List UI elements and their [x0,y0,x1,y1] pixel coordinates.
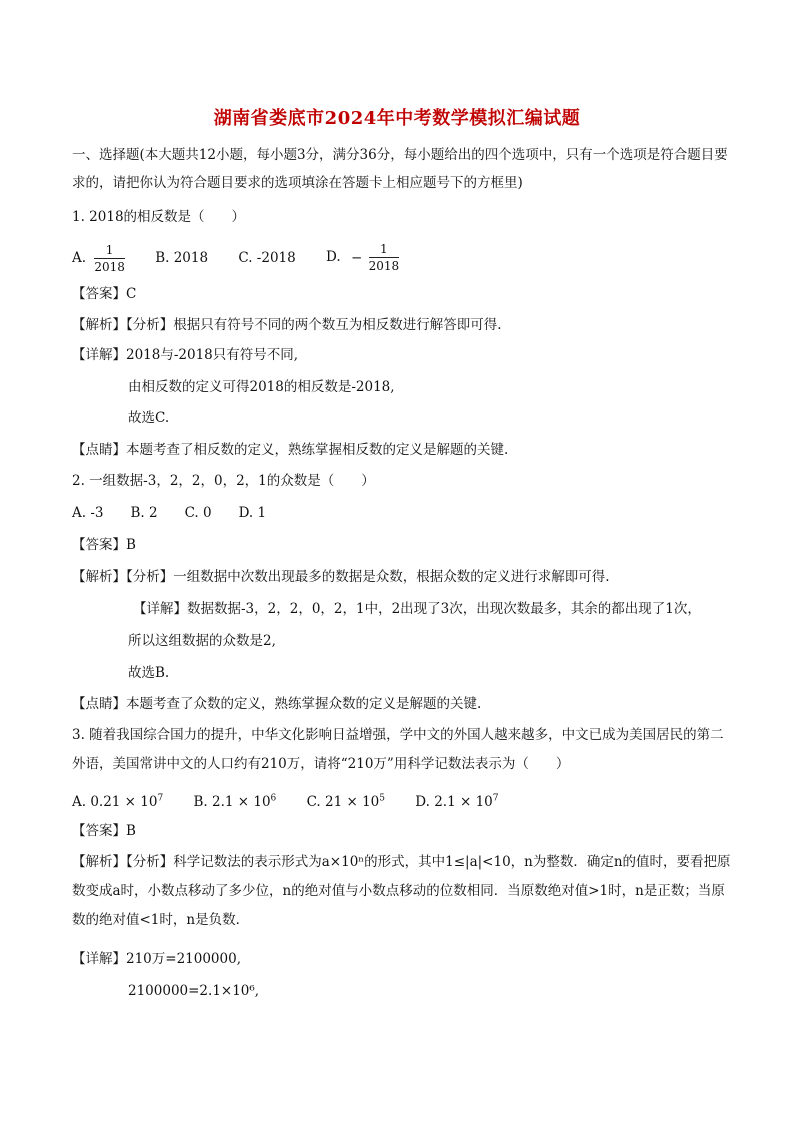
option-b: B. 2018 [155,249,209,266]
question-1-options [72,240,732,275]
question-1-detail: 【详解】2018与-2018只有符号不同, [72,347,299,363]
option-b-exponent: 6 [270,793,277,803]
question-1-comment: 【点睛】本题考查了相反数的定义，熟练掌握相反数的定义是解题的关键. [72,442,509,458]
fraction-a [94,243,125,274]
option-b-text: B. 2.1 × 10 [193,793,271,810]
question-3-detail: 【详解】210万=2100000, [72,951,241,967]
option-b [194,787,277,817]
question-3-analysis: 【解析】【分析】科学记数法的表示形式为a×10ⁿ的形式，其中1≤|a|<10，n为整数．确定n的值时，要看把原数变成a时，小数点移动了多少位，n的绝对值与小数点移动的位数相同．当原数绝对值>1时，n是正数；当原数的绝对值<1时，n是负数． [72,854,731,928]
option-d [326,240,399,275]
option-c-text: C. 21 × 10 [306,793,380,810]
option-d-text: D. 2.1 × 10 [415,793,493,810]
section-intro: 一、选择题(本大题共12小题，每小题3分，满分36分，每小题给出的四个选项中，只有一个选项是符合题目要求的，请把你认为符合题目要求的选项填涂在答题卡上相应题号下的方框里) [72,147,728,191]
question-2-detail: 【详解】数据数据-3，2，2，0，2，1中，2出现了3次，出现次数最多，其余的都出现了1次， [133,601,701,617]
question-1-detail-3: 故选C. [128,410,170,426]
question-2-detail-3: 故选B. [128,665,170,681]
option-d [415,787,498,817]
question-1-analysis: 【解析】【分析】根据只有符号不同的两个数互为相反数进行解答即可得. [72,317,502,333]
question-1-detail-2: 由相反数的定义可得2018的相反数是-2018, [128,379,395,395]
option-d-label: D. [326,249,341,266]
option-c: C. -2018 [238,249,296,266]
option-a-label: A. [72,249,87,266]
option-a [72,241,125,275]
minus-sign: − [350,249,363,266]
fraction-d-numerator: 1 [369,242,400,258]
question-3-detail-2: 2100000=2.1×10⁶, [128,983,260,999]
question-3-options [72,786,732,817]
option-d-exponent: 7 [492,793,499,803]
question-2-options: A. -3 B. 2 C. 0 D. 1 [72,505,267,521]
question-2-analysis: 【解析】【分析】一组数据中次数出现最多的数据是众数，根据众数的定义进行求解即可得. [72,569,610,585]
question-1-stem: 1. 2018的相反数是（ ） [72,209,246,225]
fraction-d [369,242,400,273]
fraction-a-numerator: 1 [94,243,125,259]
question-2-detail-2: 所以这组数据的众数是2, [128,633,276,649]
question-1-answer: 【答案】C [72,286,137,302]
option-a [72,787,163,817]
question-2-answer: 【答案】B [72,537,136,553]
fraction-d-denominator: 2018 [368,259,400,274]
fraction-a-denominator: 2018 [94,259,125,274]
option-a-exponent: 7 [157,793,164,803]
page-title: 湖南省娄底市2024年中考数学模拟汇编试题 [213,108,581,129]
question-3-answer: 【答案】B [72,823,136,839]
option-a-text: A. 0.21 × 10 [72,793,158,810]
question-3-stem: 3. 随着我国综合国力的提升，中华文化影响日益增强，学中文的外国人越来越多，中文已成为美国居民的第二外语，美国常讲中文的人口约有210万，请将“210万”用科学记数法表示为（ ） [72,727,724,772]
option-c [307,787,385,817]
option-c-exponent: 5 [379,793,385,803]
question-2-comment: 【点睛】本题考查了众数的定义，熟练掌握众数的定义是解题的关键. [72,696,482,712]
question-2-stem: 2. 一组数据-3，2，2，0，2，1的众数是（ ） [72,473,375,489]
